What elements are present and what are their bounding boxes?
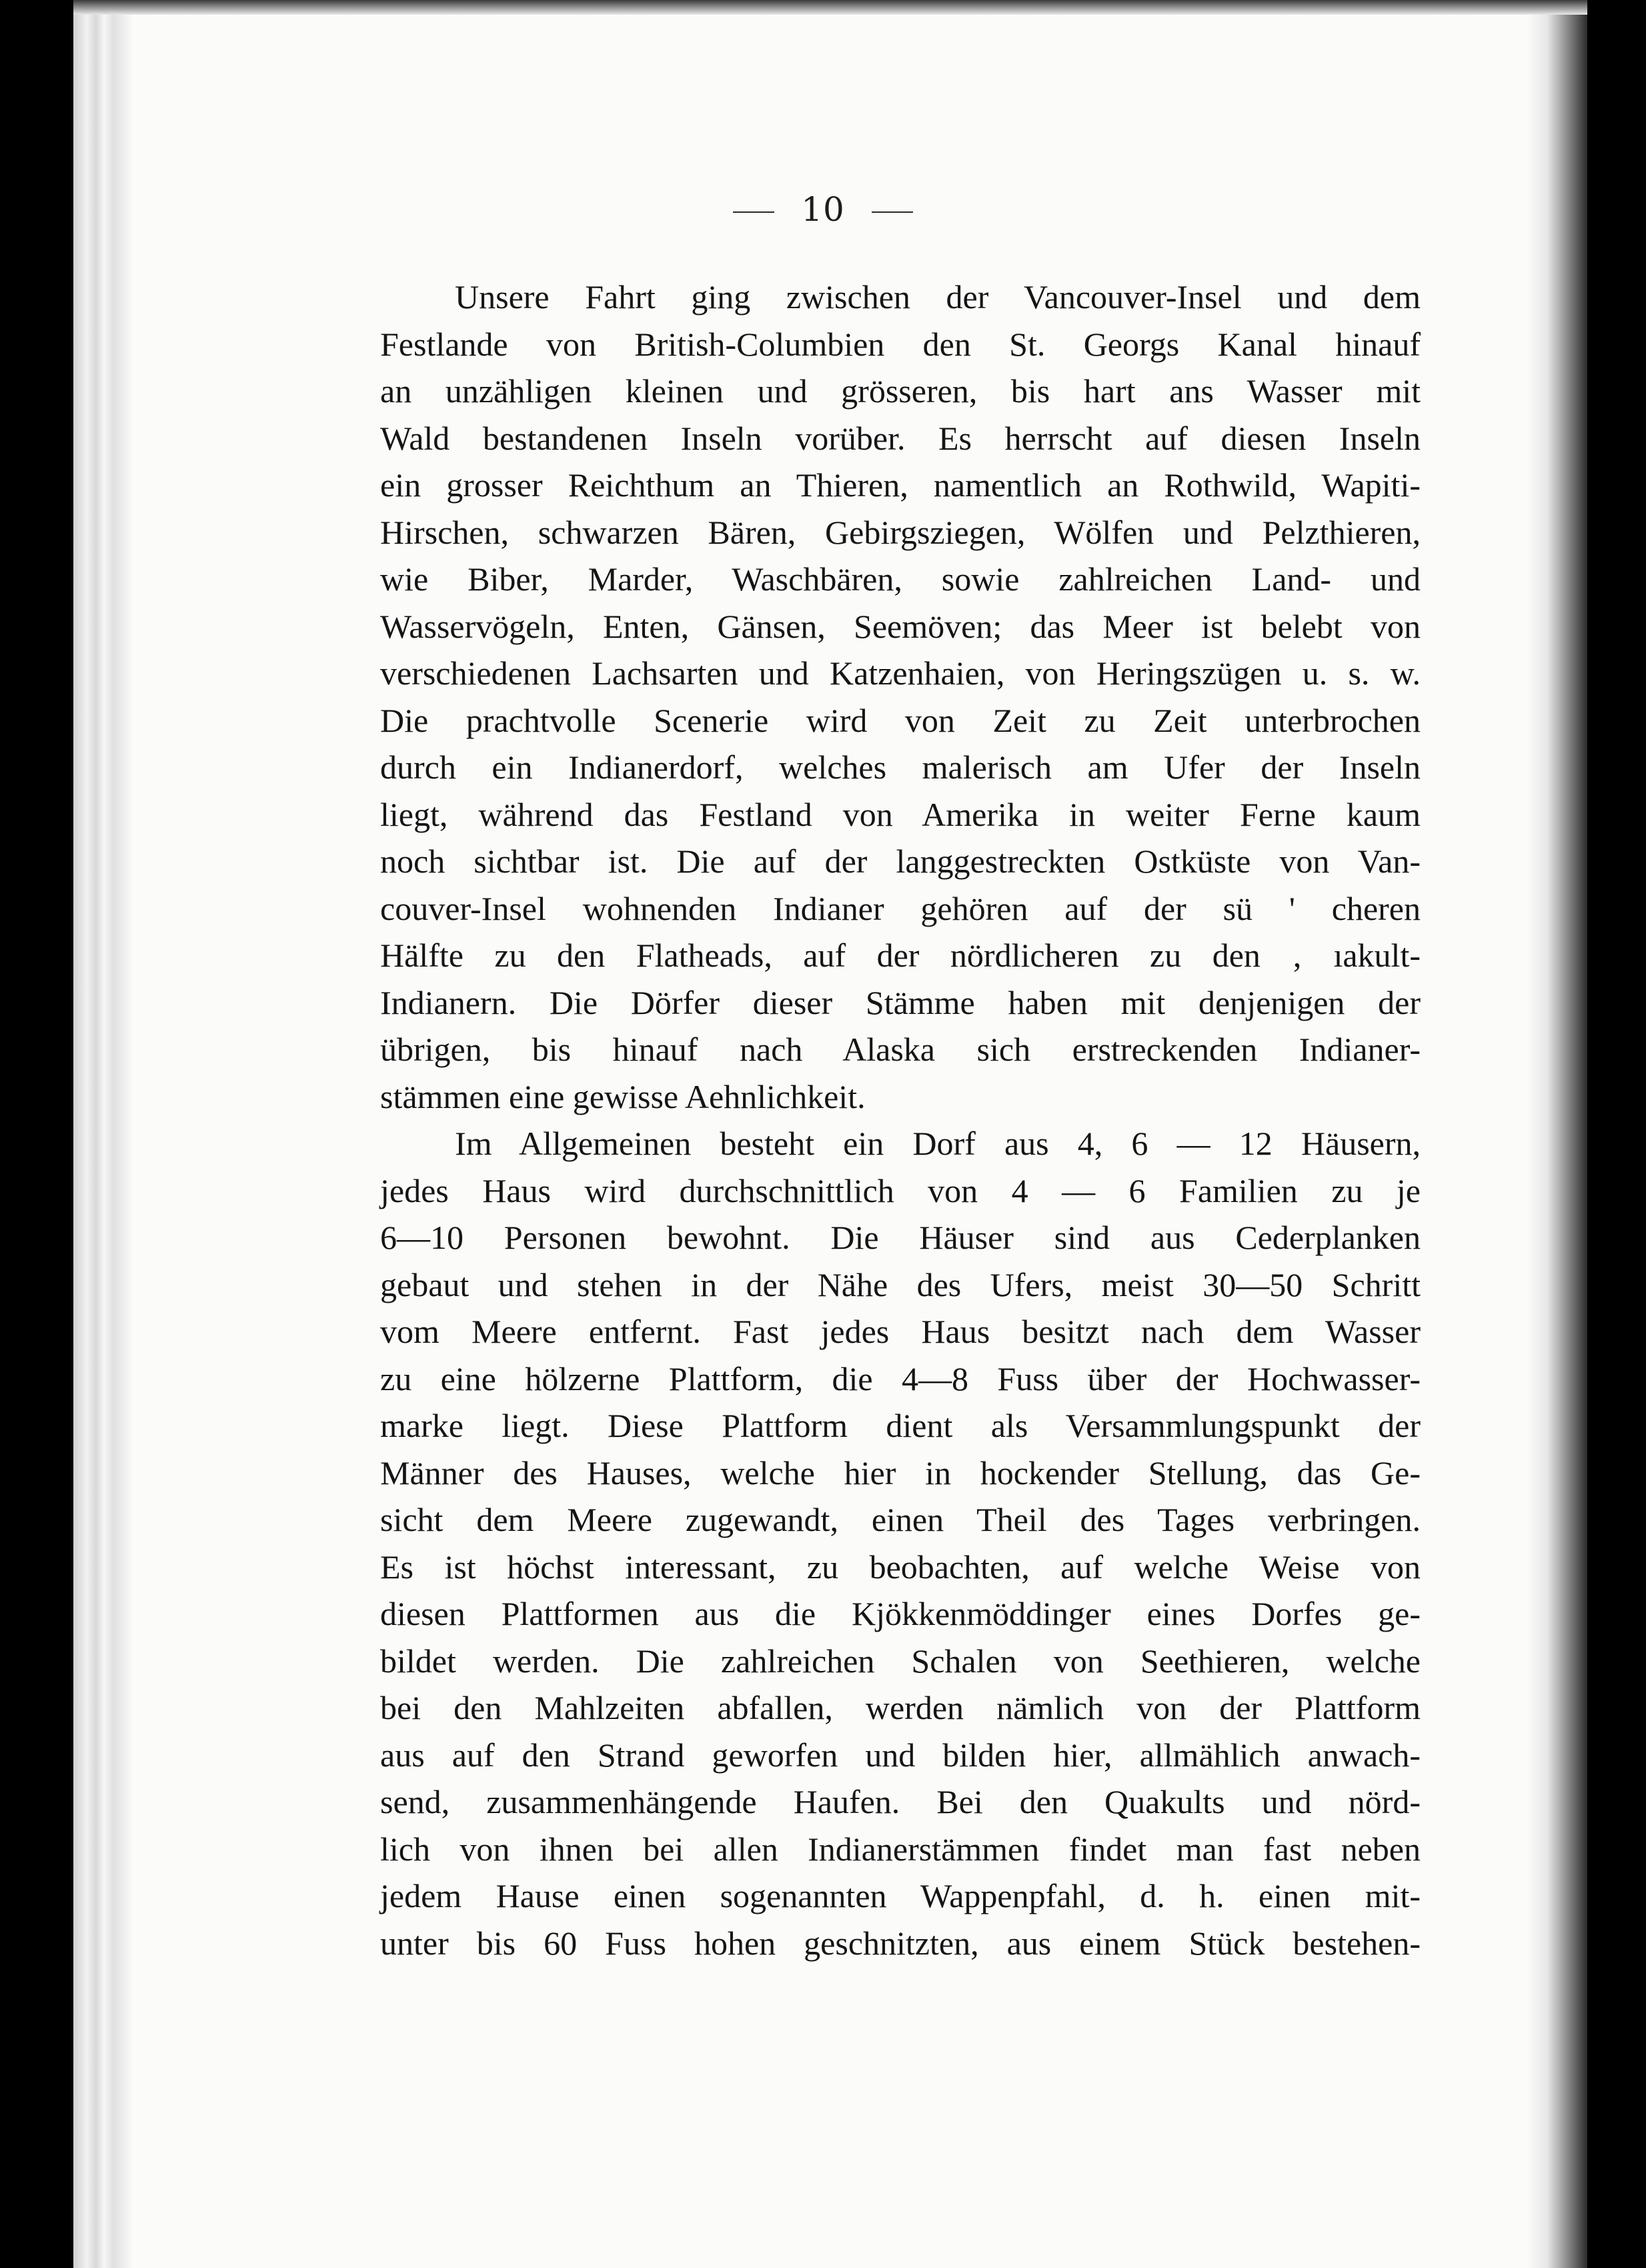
- text-line: gebaut und stehen in der Nähe des Ufers, meist 30—50 Schritt: [380, 1265, 1421, 1303]
- text-line: Die prachtvolle Scenerie wird von Zeit zu Zeit unterbrochen: [380, 701, 1421, 739]
- text-line: send, zusammenhängende Haufen. Bei den Quakults und nörd-: [380, 1783, 1421, 1820]
- text-line: unter bis 60 Fuss hohen geschnitzten, aus einem Stück bestehen-: [380, 1924, 1421, 1962]
- text-line: Es ist höchst interessant, zu beobachten, auf welche Weise von: [380, 1548, 1421, 1586]
- text-line: Indianern. Die Dörfer dieser Stämme haben mit denjenigen der: [380, 983, 1421, 1021]
- text-line: Wasservögeln, Enten, Gänsen, Seemöven; das Meer ist belebt von: [380, 607, 1421, 645]
- text-line: Hirschen, schwarzen Bären, Gebirgsziegen, Wölfen und Pelzthieren,: [380, 513, 1421, 551]
- text-line: Hälfte zu den Flatheads, auf der nördlicheren zu den ‚ ıakult-: [380, 937, 1421, 974]
- text-line: wie Biber, Marder, Waschbären, sowie zahlreichen Land- und: [380, 560, 1421, 598]
- text-line: liegt, während das Festland von Amerika in weiter Ferne kaum: [380, 795, 1421, 833]
- text-line: aus auf den Strand geworfen und bilden hier, allmählich anwach-: [380, 1736, 1421, 1774]
- text-line: Männer des Hauses, welche hier in hockender Stellung, das Ge-: [380, 1454, 1421, 1492]
- header-dash-right: [872, 211, 913, 213]
- text-line: bildet werden. Die zahlreichen Schalen von Seethieren, welche: [380, 1642, 1421, 1680]
- text-line: an unzähligen kleinen und grösseren, bis hart ans Wasser mit: [380, 372, 1421, 410]
- text-line: jedem Hause einen sogenannten Wappenpfahl, d. h. einen mit-: [380, 1877, 1421, 1914]
- text-line: 6—10 Personen bewohnt. Die Häuser sind aus Cederplanken: [380, 1219, 1421, 1256]
- text-line: sicht dem Meere zugewandt, einen Theil des Tages verbringen.: [380, 1501, 1421, 1538]
- text-line: vom Meere entfernt. Fast jedes Haus besitzt nach dem Wasser: [380, 1313, 1421, 1350]
- top-shadow: [73, 0, 1587, 15]
- text-line: übrigen, bis hinauf nach Alaska sich erstreckenden Indianer-: [380, 1031, 1421, 1068]
- text-line: zu eine hölzerne Plattform, die 4—8 Fuss über der Hochwasser-: [380, 1359, 1421, 1397]
- page-stack-edge: [73, 0, 133, 2268]
- text-line: marke liegt. Diese Plattform dient als Versammlungspunkt der: [380, 1407, 1421, 1444]
- paragraph: [380, 273, 1421, 1120]
- text-line: noch sichtbar ist. Die auf der langgestreckten Ostküste von Van-: [380, 842, 1421, 880]
- text-line: Unsere Fahrt ging zwischen der Vancouver-Insel und dem: [455, 278, 1421, 316]
- text-line: bei den Mahlzeiten abfallen, werden nämlich von der Plattform: [380, 1689, 1421, 1726]
- text-line: couver-Insel wohnenden Indianer gehören auf der sü ' cheren: [380, 889, 1421, 927]
- page-number: 10: [801, 190, 845, 229]
- body-text: [380, 273, 1421, 1966]
- binding-shadow: [1527, 0, 1587, 2268]
- header-dash-left: [733, 211, 774, 213]
- text-line: Wald bestandenen Inseln vorüber. Es herrscht auf diesen Inseln: [380, 419, 1421, 457]
- text-line: durch ein Indianerdorf, welches malerisch am Ufer der Inseln: [380, 748, 1421, 786]
- text-line: Festlande von British-Columbien den St. Georgs Kanal hinauf: [380, 325, 1421, 363]
- text-line: verschiedenen Lachsarten und Katzenhaien, von Heringszügen u. s. w.: [380, 654, 1421, 692]
- text-line: jedes Haus wird durchschnittlich von 4 — 6 Familien zu je: [380, 1171, 1421, 1209]
- paragraph: [380, 1120, 1421, 1966]
- page-header: [0, 190, 1646, 229]
- text-line: Im Allgemeinen besteht ein Dorf aus 4, 6 — 12 Häusern,: [455, 1125, 1421, 1162]
- text-line: stämmen eine gewisse Aehnlichkeit.: [380, 1077, 866, 1115]
- text-line: diesen Plattformen aus die Kjökkenmöddinger eines Dorfes ge-: [380, 1595, 1421, 1632]
- text-line: ein grosser Reichthum an Thieren, namentlich an Rothwild, Wapiti-: [380, 466, 1421, 504]
- text-line: lich von ihnen bei allen Indianerstämmen findet man fast neben: [380, 1830, 1421, 1868]
